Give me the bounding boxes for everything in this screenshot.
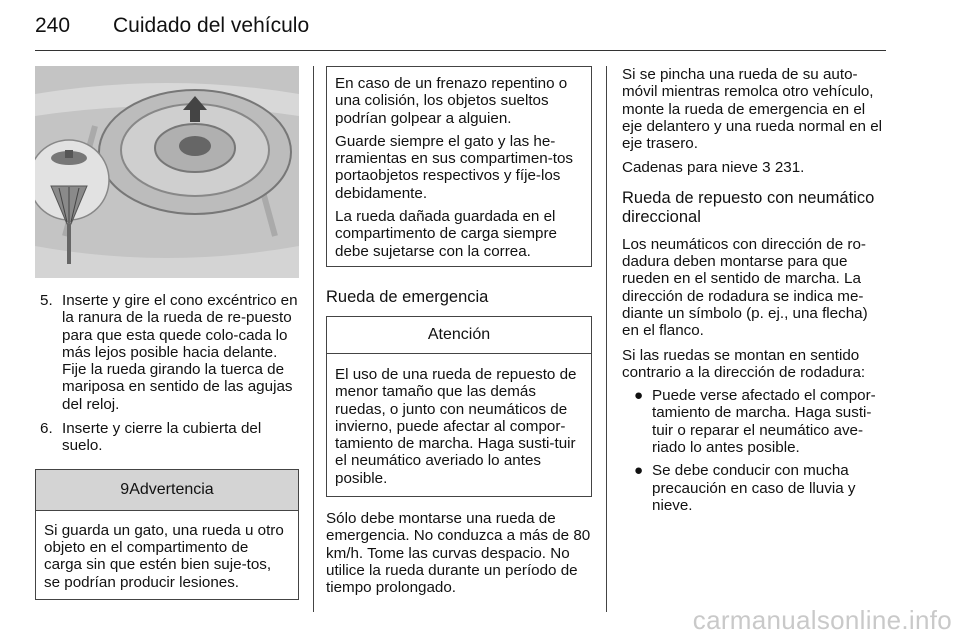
page-reference-icon: 3 — [762, 159, 771, 177]
page-number: 240 — [35, 14, 71, 37]
attention-title: Atención — [327, 317, 591, 354]
warning-body — [36, 511, 298, 599]
step-number: 5. — [40, 292, 53, 309]
steps-list — [35, 292, 299, 455]
step-text: Inserte y cierre la cubierta del suelo. — [62, 420, 262, 455]
page-header — [35, 14, 885, 54]
column-3 — [622, 66, 886, 520]
warning-header — [36, 470, 298, 511]
list-item — [622, 462, 886, 514]
column-1 — [35, 66, 299, 600]
bullet-text: Puede verse afectado el compor-tamiento de marcha. Haga susti-tuir o reparar el neumático ave-riado lo antes posible. — [652, 387, 876, 457]
step-text: Inserte y gire el cono excéntrico en la ranura de la rueda de re-puesto para que esta quede colo-cada lo más lejos posible hacia delante. Fije la rueda girando la tuerca de mariposa en sentido de las agujas del reloj. — [62, 292, 298, 413]
column-2 — [326, 66, 592, 597]
list-item — [622, 387, 886, 456]
warning-box — [35, 469, 299, 600]
bullet-list — [622, 387, 886, 514]
column-divider-2 — [606, 66, 607, 612]
bullet-text: Se debe conducir con mucha precaución en caso de lluvia y nieve. — [652, 462, 856, 514]
emergency-wheel-paragraph: Sólo debe montarse una rueda de emergencia. No conduzca a más de 80 km/h. Tome las curvas despacio. No utilice la rueda durante un período de tiempo prolongado. — [326, 510, 591, 597]
paragraph-direction: Los neumáticos con dirección de ro-dadura deben montarse para que rueden en el sentido de marcha. La dirección de rodadura se indica me-diante un símbolo (p. ej., una flecha) en el flanco. — [622, 235, 868, 340]
attention-text: El uso de una rueda de repuesto de menor tamaño que las demás ruedas, o junto con neumáticos de invierno, puede afectar al compor-tamiento de marcha. Haga susti-tuir el neumático averiado lo antes posible. — [335, 365, 577, 487]
paragraph-snow-chains: Cadenas para nieve 3 231. — [622, 159, 805, 177]
spare-wheel-illustration — [35, 66, 299, 278]
watermark: carmanualsonline.info — [692, 605, 952, 635]
paragraph-reverse: Si las ruedas se montan en sentido contrario a la dirección de rodadura: — [622, 346, 866, 381]
attention-box — [326, 316, 592, 497]
box-paragraph: En caso de un frenazo repentino o una colisión, los objetos sueltos podrían golpear a alguien. — [335, 75, 568, 127]
warning-continuation-box — [326, 66, 592, 267]
page-title: Cuidado del vehículo — [113, 14, 310, 37]
box-paragraph: La rueda dañada guardada en el compartimento de carga siempre debe sujetarse con la correa. — [335, 208, 558, 260]
list-item — [35, 292, 299, 413]
section-heading-emergency-wheel: Rueda de emergencia — [326, 287, 489, 306]
warning-text: Si guarda un gato, una rueda u otro objeto en el compartimento de carga sin que estén bien suje-tos, se podrían producir lesiones. — [44, 521, 284, 591]
warning-triangle-icon: 9 — [120, 480, 130, 498]
column-divider-1 — [313, 66, 314, 612]
spare-wheel-icon — [35, 66, 299, 278]
section-heading-directional-tyre: Rueda de repuesto con neumático direccional — [622, 188, 875, 226]
warning-title: Advertencia — [129, 480, 214, 498]
bullet-icon: ● — [634, 387, 644, 405]
bullet-icon: ● — [634, 462, 644, 480]
header-rule — [35, 50, 886, 51]
box-paragraph: Guarde siempre el gato y las he-rramientas en sus compartimen-tos portaobjetos respectivos y fíje-los debidamente. — [335, 132, 574, 202]
paragraph-towing: Si se pincha una rueda de su auto-móvil mientras remolca otro vehículo, monte la rueda de emergencia en el eje delantero y una rueda normal en el eje trasero. — [622, 66, 883, 153]
list-item — [35, 420, 299, 455]
step-number: 6. — [40, 420, 53, 438]
